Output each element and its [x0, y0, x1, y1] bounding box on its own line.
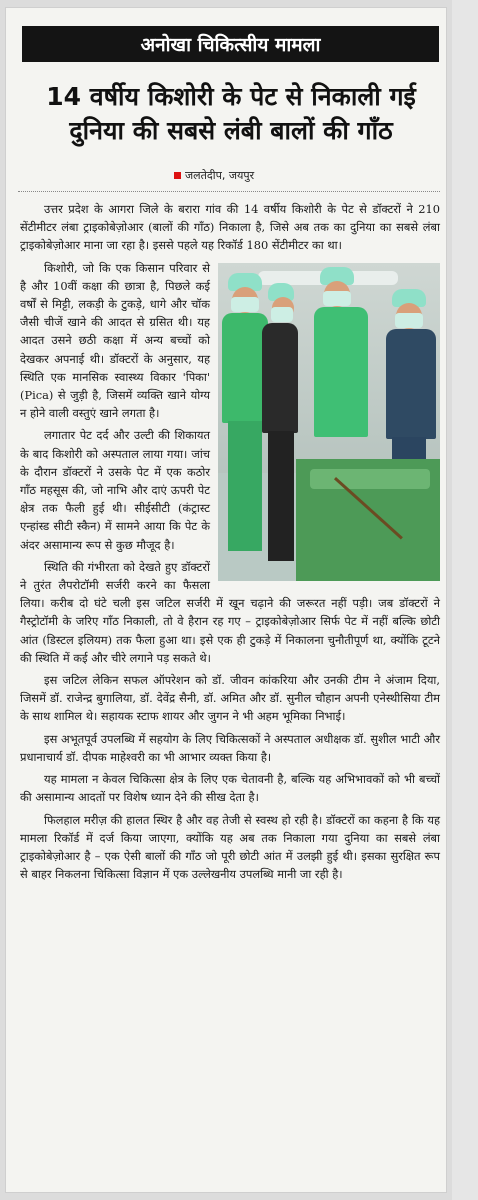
newspaper-clipping — [6, 8, 446, 1192]
article-body — [20, 200, 440, 887]
byline-text: जलतेदीप, जयपुर — [185, 169, 255, 182]
paragraph-2: किशोरी, जो कि एक किसान परिवार से है और 10वीं कक्षा की छात्रा है, पिछले कई वर्षों से मिट्टी, लकड़ी के टुकड़े, धागे और चॉक जैसी चीजें खाने की आदत से ग्रसित थी। यह आदत उसने छठी कक्षा में अन्य बच्चों को देखकर अपनाई थी। डॉक्टरों के अनुसार, यह स्थिति एक मानसिक स्वास्थ्य विकार 'पिका' (Pica) से जुड़ी है, जिसमें व्यक्ति खाने योग्य न होने वाली वस्तुएं खाने लगता है। — [20, 260, 210, 421]
headline-line-1: 14 वर्षीय किशोरी के पेट से निकाली गई — [46, 82, 416, 111]
paragraph-3: लगातार पेट दर्द और उल्टी की शिकायत के बाद किशोरी को अस्पताल लाया गया। जांच के दौरान डॉक्टरों ने उसके पेट में एक कठोर गाँठ महसूस की, जो नाभि और दाएं ऊपरी पेट क्षेत्र तक फैली हुई थी। सीईसीटी (कंट्रास्ट एन्हांस्ड सीटी स्कैन) में सामने आया कि पेट के अंदर असामान्य रूप से कुछ मौजूद है। — [20, 428, 210, 552]
paragraph-5: इस जटिल लेकिन सफल ऑपरेशन को डॉ. जीवन कांकरिया और उनकी टीम ने अंजाम दिया, जिसमें डॉ. राजेन्द्र बुगालिया, डॉ. देवेंद्र सैनी, डॉ. अमित और डॉ. सुनील चौहान अपनी एनेस्थीसिया टीम के साथ शामिल थे। सहायक स्टाफ शायर और जुगन ने भी अहम भूमिका निभाई। — [20, 673, 440, 724]
paragraph-1: उत्तर प्रदेश के आगरा जिले के बरारा गांव की 14 वर्षीय किशोरी के पेट से डॉक्टरों ने 210 सेंटीमीटर लंबा ट्राइकोबेज़ोआर (बालों की गाँठ) निकाला है, जिसे अब तक का दुनिया का सबसे लंबा ट्राइकोबेज़ोआर माना जा रहा है। इससे पहले यह रिकॉर्ड 180 सेंटीमीटर का था। — [20, 202, 440, 253]
paragraph-8: फिलहाल मरीज़ की हालत स्थिर है और वह तेजी से स्वस्थ हो रही है। डॉक्टरों का कहना है कि यह मामला रिकॉर्ड में दर्ज किया जाएगा, क्योंकि यह अब तक निकाला गया दुनिया का सबसे लंबा ट्राइकोबेज़ोआर है – एक ऐसी बालों की गाँठ जो पूरी छोटी आंत में उलझी हुई थी। इसका सुरक्षित रूप से बाहर निकलना चिकित्सा विज्ञान में एक उल्लेखनीय उपलब्धि मानी जा रही है। — [20, 812, 440, 882]
surgery-team-photo — [218, 263, 440, 581]
divider — [18, 191, 440, 192]
byline — [174, 168, 254, 183]
paragraph-4: स्थिति की गंभीरता को देखते हुए डॉक्टरों ने तुरंत लैपरोटॉमी सर्जरी करने का फैसला लिया। करीब दो घंटे चली इस जटिल सर्जरी में खून चढ़ाने की जरूरत नहीं पड़ी। जब डॉक्टरों ने गैस्ट्रोटॉमी के जरिए गाँठ निकाली, तो वे हैरान रह गए – ट्राइकोबेज़ोआर सिर्फ पेट में नहीं बल्कि छोटी आंत (डिस्टल इलियम) तक फैला हुआ था। इसे एक ही टुकड़े में निकालना चुनौतीपूर्ण था, क्योंकि टूटने की स्थिति में कई और चीरे लगाने पड़ सकते थे। — [20, 559, 440, 665]
paragraph-7: यह मामला न केवल चिकित्सा क्षेत्र के लिए एक चेतावनी है, बल्कि यह अभिभावकों को भी बच्चों की असामान्य आदतों पर विशेष ध्यान देने की सीख देता है। — [20, 772, 440, 805]
page-edge — [452, 0, 478, 1200]
headline — [16, 80, 446, 148]
byline-marker-icon — [174, 172, 181, 179]
headline-line-2: दुनिया की सबसे लंबी बालों की गाँठ — [69, 116, 393, 145]
section-kicker: अनोखा चिकित्सीय मामला — [22, 26, 439, 62]
paragraph-6: इस अभूतपूर्व उपलब्धि में सहयोग के लिए चिकित्सकों ने अस्पताल अधीक्षक डॉ. सुशील भाटी और प्रधानाचार्य डॉ. दीपक माहेश्वरी का भी आभार व्यक्त किया है। — [20, 731, 440, 764]
